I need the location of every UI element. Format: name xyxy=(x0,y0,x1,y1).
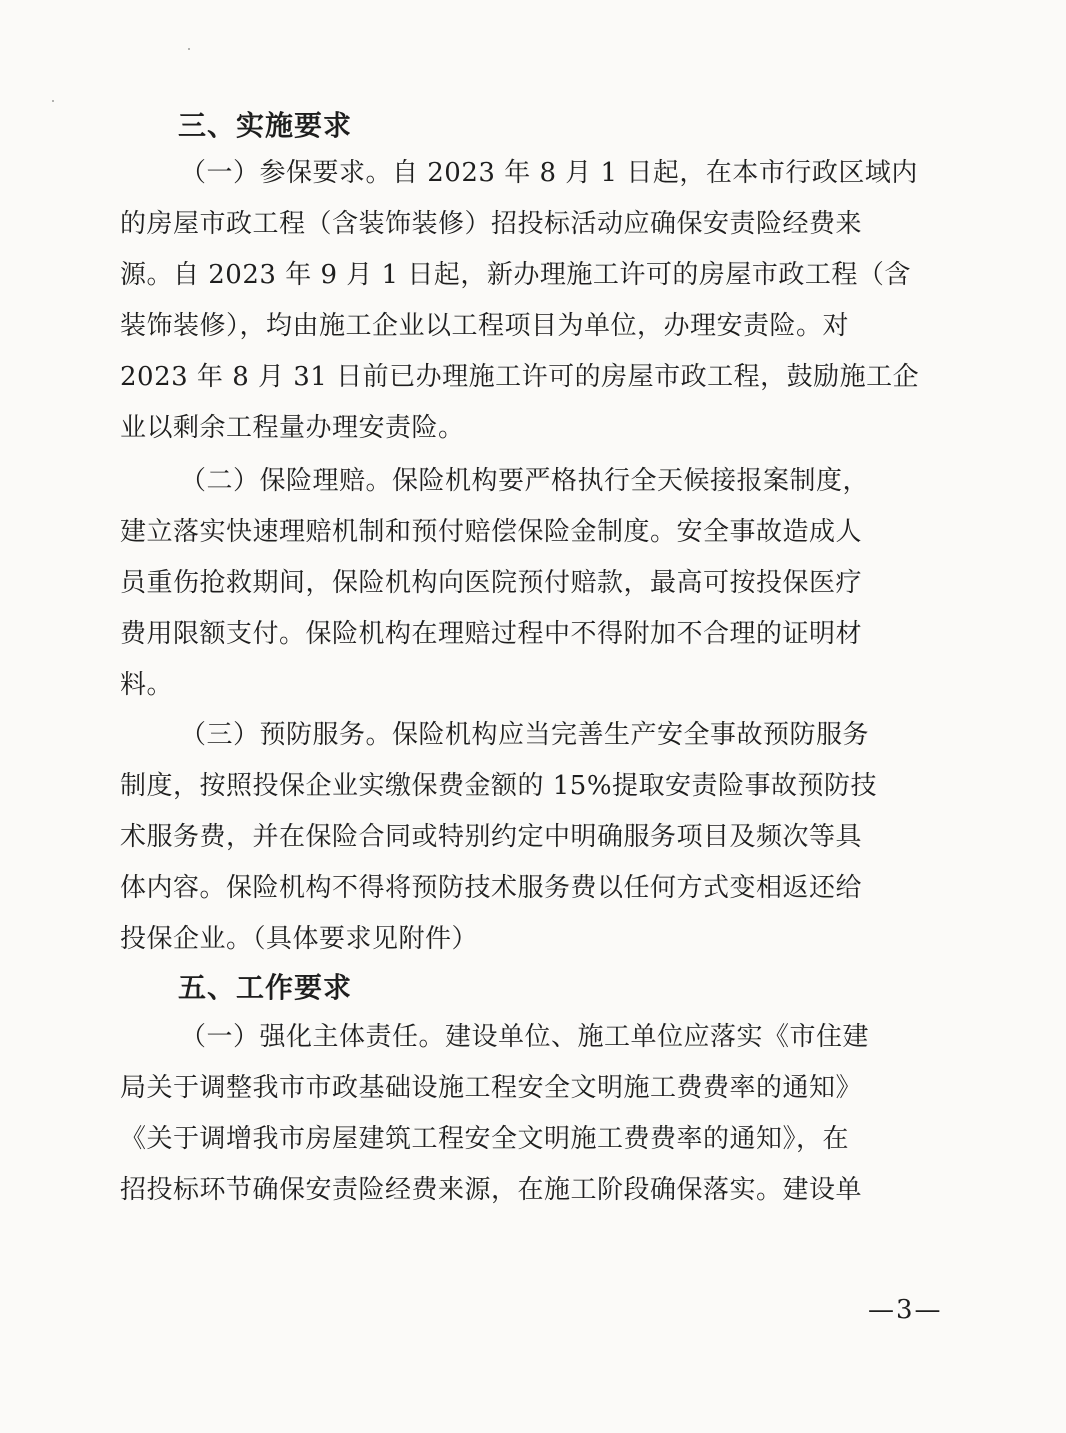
text-line: 制度，按照投保企业实缴保费金额的 15%提取安责险事故预防技 xyxy=(120,771,878,801)
text-line: 装饰装修），均由施工企业以工程项目为单位，办理安责险。对 xyxy=(120,311,850,341)
text-line: （二）保险理赔。保险机构要严格执行全天候接报案制度， xyxy=(180,466,870,496)
text-line: 《关于调增我市房屋建筑工程安全文明施工费费率的通知》，在 xyxy=(120,1124,850,1154)
text-line: 投保企业。（具体要求见附件） xyxy=(120,924,479,954)
scan-speck xyxy=(188,48,190,50)
section-5-paragraph-1 xyxy=(120,1012,940,1216)
text-line: 料。 xyxy=(120,670,174,700)
page-number: —3— xyxy=(868,1295,943,1325)
text-line: 2023 年 8 月 31 日前已办理施工许可的房屋市政工程，鼓励施工企 xyxy=(120,362,920,392)
text-line: （一）强化主体责任。建设单位、施工单位应落实《市住建 xyxy=(180,1022,870,1052)
scan-speck xyxy=(52,100,54,102)
section-3-heading: 三、实施要求 xyxy=(178,109,353,142)
text-line: 费用限额支付。保险机构在理赔过程中不得附加不合理的证明材 xyxy=(120,619,863,649)
text-line: 源。自 2023 年 9 月 1 日起，新办理施工许可的房屋市政工程（含 xyxy=(120,260,911,290)
text-line: 的房屋市政工程（含装饰装修）招投标活动应确保安责险经费来 xyxy=(120,209,863,239)
section-3-paragraph-1 xyxy=(120,148,940,454)
text-line: （一）参保要求。自 2023 年 8 月 1 日起，在本市行政区域内 xyxy=(180,158,918,188)
text-line: 局关于调整我市市政基础设施工程安全文明施工费费率的通知》 xyxy=(120,1073,863,1103)
text-line: 招投标环节确保安责险经费来源，在施工阶段确保落实。建设单 xyxy=(120,1175,863,1205)
text-line: （三）预防服务。保险机构应当完善生产安全事故预防服务 xyxy=(180,720,870,750)
text-line: 业以剩余工程量办理安责险。 xyxy=(120,413,465,443)
text-line: 术服务费，并在保险合同或特别约定中明确服务项目及频次等具 xyxy=(120,822,863,852)
text-line: 员重伤抢救期间，保险机构向医院预付赔款，最高可按投保医疗 xyxy=(120,568,863,598)
text-line: 体内容。保险机构不得将预防技术服务费以任何方式变相返还给 xyxy=(120,873,863,903)
section-3-paragraph-2 xyxy=(120,456,940,711)
text-line: 建立落实快速理赔机制和预付赔偿保险金制度。安全事故造成人 xyxy=(120,517,863,547)
section-3-paragraph-3 xyxy=(120,710,940,965)
section-5-heading: 五、工作要求 xyxy=(178,971,353,1004)
